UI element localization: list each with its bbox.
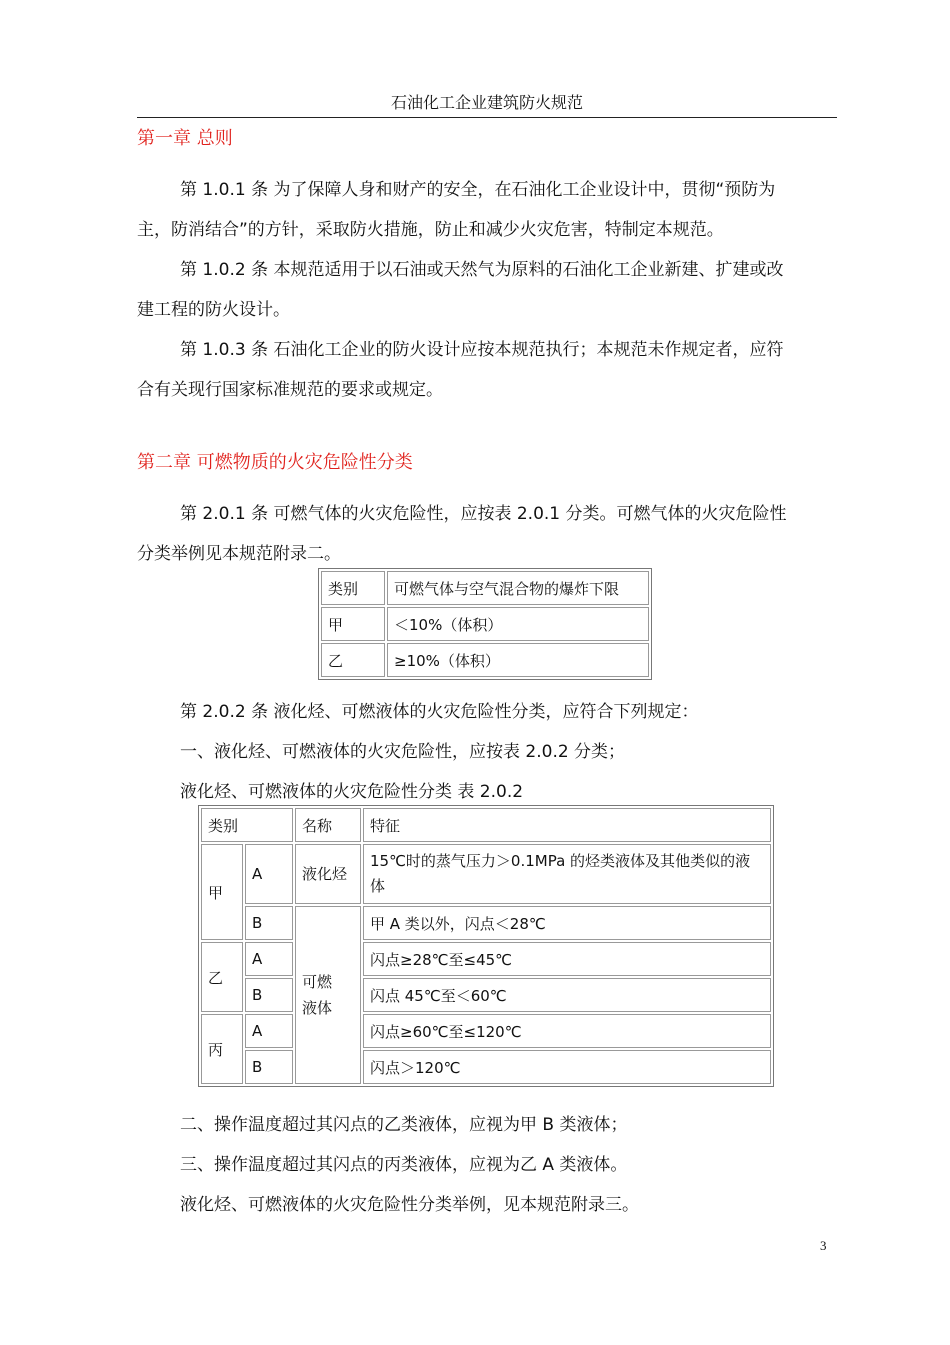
article-text: 第 1.0.2 条 本规范适用于以石油或天然气为原料的石油化工企业新建、扩建或改 xyxy=(180,260,784,280)
subclass-cell: A xyxy=(245,844,293,904)
running-header: 石油化工企业建筑防火规范 xyxy=(390,93,583,112)
article-1-0-2 xyxy=(137,250,837,330)
table-header-cell: 名称 xyxy=(295,808,361,842)
table-cell: 乙 xyxy=(321,643,385,677)
article-text: 第 1.0.1 条 为了保障人身和财产的安全，在石油化工企业设计中，贯彻“预防为 xyxy=(180,180,776,200)
table-row xyxy=(201,1050,771,1084)
article-2-0-1 xyxy=(137,494,837,574)
table-row xyxy=(201,844,771,904)
article-text: 建工程的防火设计。 xyxy=(137,300,290,320)
chapter-1-heading: 第一章 总则 xyxy=(137,128,233,149)
table-header-cell: 类别 xyxy=(321,571,385,605)
chapter-2-heading: 第二章 可燃物质的火灾危险性分类 xyxy=(137,452,413,473)
table-row xyxy=(201,978,771,1012)
name-cell: 可燃 液体 xyxy=(295,906,361,1084)
header-rule xyxy=(137,117,837,118)
name-cell: 液化烃 xyxy=(295,844,361,904)
page-number: 3 xyxy=(820,1238,827,1253)
class-cell: 丙 xyxy=(201,1014,243,1084)
table-2-0-2 xyxy=(198,805,774,1087)
rule-item-3: 三、操作温度超过其闪点的丙类液体，应视为乙 A 类液体。 xyxy=(180,1155,628,1175)
table-row xyxy=(201,942,771,976)
table-cell: 甲 xyxy=(321,607,385,641)
article-1-0-3 xyxy=(137,330,837,410)
feature-cell: 甲 A 类以外，闪点＜28℃ xyxy=(363,906,771,940)
subclass-cell: A xyxy=(245,1014,293,1048)
article-1-0-1 xyxy=(137,170,837,250)
appendix-note: 液化烃、可燃液体的火灾危险性分类举例，见本规范附录三。 xyxy=(180,1195,639,1215)
rule-item-1: 一、液化烃、可燃液体的火灾危险性，应按表 2.0.2 分类； xyxy=(180,742,626,762)
subclass-cell: B xyxy=(245,906,293,940)
table-header-cell: 特征 xyxy=(363,808,771,842)
feature-cell: 15℃时的蒸气压力＞0.1MPa 的烃类液体及其他类似的液体 xyxy=(363,844,771,904)
subclass-cell: B xyxy=(245,1050,293,1084)
feature-cell: 闪点＞120℃ xyxy=(363,1050,771,1084)
table-header-cell: 类别 xyxy=(201,808,293,842)
table-row xyxy=(201,906,771,940)
subclass-cell: B xyxy=(245,978,293,1012)
feature-cell: 闪点 45℃至＜60℃ xyxy=(363,978,771,1012)
table-row xyxy=(321,607,649,641)
table-cell: ＜10%（体积） xyxy=(387,607,649,641)
article-2-0-2: 第 2.0.2 条 液化烃、可燃液体的火灾危险性分类，应符合下列规定： xyxy=(180,702,699,722)
feature-cell: 闪点≥28℃至≤45℃ xyxy=(363,942,771,976)
article-text: 合有关现行国家标准规范的要求或规定。 xyxy=(137,380,443,400)
table-row xyxy=(321,643,649,677)
table-2-0-2-caption: 液化烃、可燃液体的火灾危险性分类 表 2.0.2 xyxy=(180,782,524,802)
table-cell: ≥10%（体积） xyxy=(387,643,649,677)
class-cell: 乙 xyxy=(201,942,243,1012)
table-row xyxy=(201,1014,771,1048)
article-text: 主，防消结合”的方针，采取防火措施，防止和减少火灾危害，特制定本规范。 xyxy=(137,220,724,240)
article-text: 第 2.0.1 条 可燃气体的火灾危险性，应按表 2.0.1 分类。可燃气体的火灾危险性 xyxy=(180,504,787,524)
class-cell: 甲 xyxy=(201,844,243,940)
feature-cell: 闪点≥60℃至≤120℃ xyxy=(363,1014,771,1048)
table-header-row xyxy=(201,808,771,842)
table-header-row xyxy=(321,571,649,605)
article-text: 分类举例见本规范附录二。 xyxy=(137,544,341,564)
table-2-0-1 xyxy=(318,568,652,680)
article-text: 第 1.0.3 条 石油化工企业的防火设计应按本规范执行；本规范未作规定者，应符 xyxy=(180,340,784,360)
subclass-cell: A xyxy=(245,942,293,976)
rule-item-2: 二、操作温度超过其闪点的乙类液体，应视为甲 B 类液体； xyxy=(180,1115,628,1135)
table-header-cell: 可燃气体与空气混合物的爆炸下限 xyxy=(387,571,649,605)
